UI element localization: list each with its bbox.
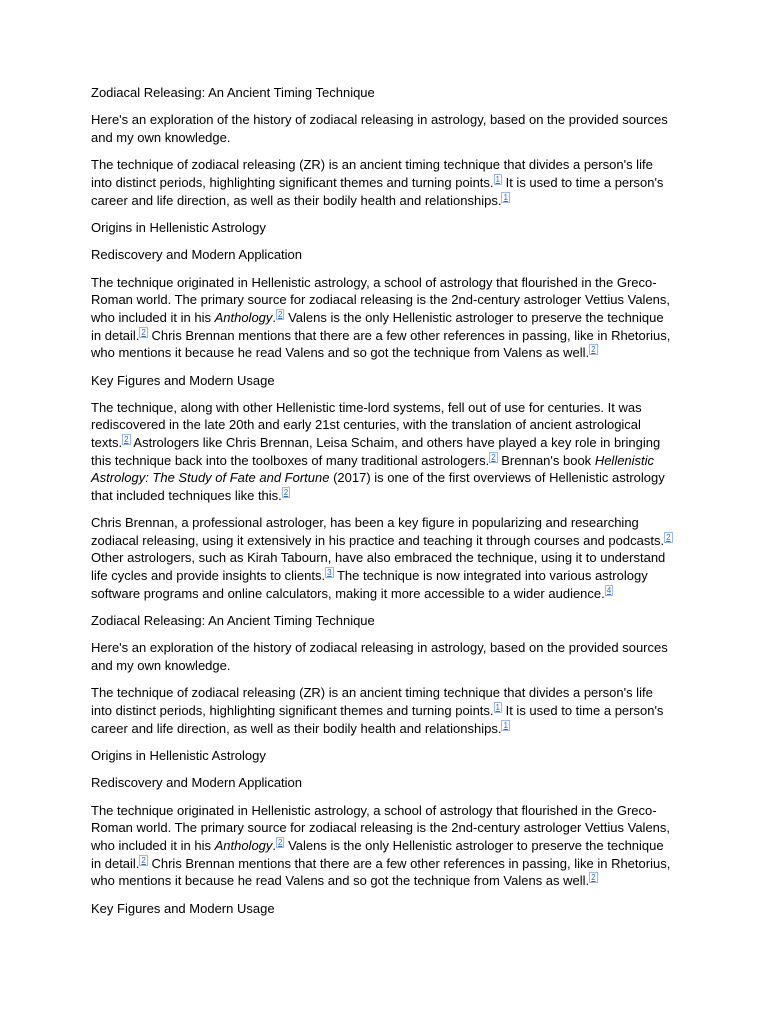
document-title: Zodiacal Releasing: An Ancient Timing Technique: [91, 85, 375, 100]
citation-link[interactable]: 3: [327, 568, 332, 578]
citation-link[interactable]: 2: [141, 327, 146, 337]
paragraph-text: Chris Brennan mentions that there are a few other references in passing, like in Rhetorius, who mentions it because he read Valens and so got the technique from Valens as well.: [91, 855, 671, 889]
section-heading: Rediscovery and Modern Application: [91, 775, 303, 791]
key-figures-paragraph: [91, 514, 677, 602]
citation-link[interactable]: 1: [503, 192, 508, 202]
section-heading: Origins in Hellenistic Astrology: [91, 219, 266, 235]
book-title: Anthology: [214, 309, 273, 325]
paragraph-text: The technique is now integrated into various astrology software programs and online calculators, making it more accessible to a wider audience.: [91, 568, 648, 601]
citation-link[interactable]: 2: [278, 837, 283, 847]
paragraph-text: The technique originated in Hellenistic astrology, a school of astrology that flourished in the Greco-Roman world. The primary source for zodiacal releasing is the 2nd-century astrologer Vettius Valens, who included it in his: [91, 802, 671, 853]
paragraph-text: Chris Brennan, a professional astrologer, has been a key figure in popularizing and researching zodiacal releasing, using it extensively in his practice and teaching it through courses and podcasts.: [91, 515, 665, 548]
citation-link[interactable]: 2: [591, 345, 596, 355]
origins-paragraph: [91, 802, 677, 890]
citation-link[interactable]: 2: [591, 873, 596, 883]
book-title: Anthology: [214, 837, 273, 853]
paragraph-text: The technique of zodiacal releasing (ZR) is an ancient timing technique that divides a person's life into distinct periods, highlighting significant themes and turning points.: [91, 157, 653, 190]
definition-paragraph: [91, 684, 677, 737]
paragraph-text: The technique originated in Hellenistic astrology, a school of astrology that flourished in the Greco-Roman world. The primary source for zodiacal releasing is the 2nd-century astrologer Vettius Valens, who included it in his: [91, 274, 671, 325]
paragraph-text: Other astrologers, such as Kirah Tabourn, have also embraced the technique, using it to understand life cycles and provide insights to clients.: [91, 550, 666, 584]
document-body: [91, 84, 677, 927]
origins-paragraph: [91, 274, 677, 362]
intro-paragraph: Here's an exploration of the history of zodiacal releasing in astrology, based on the provided sources and my own knowledge.: [91, 112, 668, 145]
citation-link[interactable]: 2: [124, 435, 129, 445]
paragraph-text: .: [272, 309, 277, 325]
citation-link[interactable]: 2: [666, 532, 671, 542]
citation-link[interactable]: 2: [283, 487, 289, 497]
citation-link[interactable]: 1: [495, 702, 500, 712]
paragraph-text: (2017) is one of the first overviews of Hellenistic astrology that included techniques like this.: [91, 470, 665, 503]
definition-paragraph: [91, 156, 677, 209]
section-heading: Key Figures and Modern Usage: [91, 372, 275, 388]
paragraph-text: Valens is the only Hellenistic astrologer to preserve the technique in detail.: [91, 837, 664, 871]
paragraph-text: The technique of zodiacal releasing (ZR) is an ancient timing technique that divides a person's life into distinct periods, highlighting significant themes and turning points.: [91, 685, 653, 718]
paragraph-text: Valens is the only Hellenistic astrologer to preserve the technique in detail.: [91, 309, 664, 343]
document-title: Zodiacal Releasing: An Ancient Timing Technique: [91, 613, 375, 629]
section-heading: Origins in Hellenistic Astrology: [91, 747, 266, 763]
paragraph-text: .: [272, 837, 277, 853]
book-title: Hellenistic Astrology: The Study of Fate and Fortune: [91, 452, 655, 486]
citation-link[interactable]: 2: [491, 452, 496, 462]
paragraph-text: Brennan's book: [497, 452, 595, 468]
citation-link[interactable]: 2: [278, 309, 283, 319]
citation-link[interactable]: 1: [503, 720, 508, 730]
paragraph-text: It is used to time a person's career and life direction, as well as their bodily health and relationships.: [91, 702, 664, 736]
paragraph-text: It is used to time a person's career and life direction, as well as their bodily health and relationships.: [91, 174, 664, 208]
citation-link[interactable]: 4: [606, 585, 612, 595]
intro-paragraph: Here's an exploration of the history of zodiacal releasing in astrology, based on the provided sources and my own knowledge.: [91, 640, 668, 673]
paragraph-text: The technique, along with other Hellenistic time-lord systems, fell out of use for centuries. It was rediscovered in the late 20th and early 21st centuries, with the translation of ancient astrological texts.: [91, 399, 642, 451]
paragraph-text: Astrologers like Chris Brennan, Leisa Schaim, and others have played a key role in bringing this technique back into the toolboxes of many traditional astrologers.: [91, 435, 661, 468]
citation-link[interactable]: 2: [141, 855, 146, 865]
section-heading: Key Figures and Modern Usage: [91, 900, 275, 916]
rediscovery-paragraph: [91, 399, 677, 505]
paragraph-text: Chris Brennan mentions that there are a few other references in passing, like in Rhetorius, who mentions it because he read Valens and so got the technique from Valens as well.: [91, 327, 671, 361]
citation-link[interactable]: 1: [495, 174, 500, 184]
section-heading: Rediscovery and Modern Application: [91, 247, 303, 263]
